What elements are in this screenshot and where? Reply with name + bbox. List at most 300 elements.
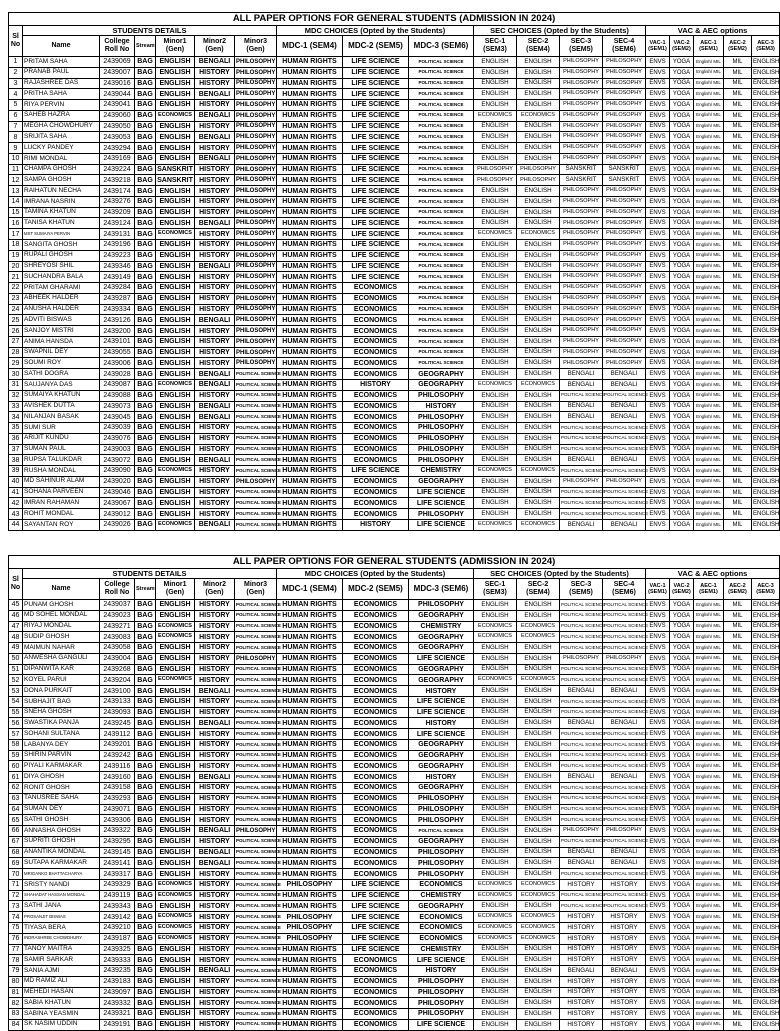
vac2-cell: YOGA <box>670 955 694 966</box>
aec1-cell: English/ MIL <box>694 455 724 466</box>
vac2-cell: YOGA <box>670 610 694 621</box>
group-vac-aec-options: VAC & AEC options <box>646 569 780 579</box>
sec4-cell: POLITICAL SCIENCE <box>603 466 646 477</box>
mdc1-cell: HUMAN RIGHTS <box>277 423 343 434</box>
sec2-cell: ENGLISH <box>517 901 560 912</box>
mdc2-cell: ECONOMICS <box>343 401 409 412</box>
roll-cell: 2439317 <box>100 869 135 880</box>
sec4-cell: PHILOSOPHY <box>603 186 646 197</box>
roll-cell: 2439044 <box>100 89 135 100</box>
vac1-cell: ENVS <box>646 466 670 477</box>
minor1-cell: ENGLISH <box>156 186 195 197</box>
aec1-cell: English/ MIL <box>694 186 724 197</box>
minor2-cell: BENGALI <box>195 401 235 412</box>
sec4-cell: POLITICAL SCIENCE <box>603 487 646 498</box>
minor1-cell: ENGLISH <box>156 1009 195 1020</box>
sec1-cell: PHILOSOPHY <box>474 175 517 186</box>
mdc3-cell: LIFE SCIENCE <box>409 653 474 664</box>
sec2-cell: ENGLISH <box>517 772 560 783</box>
mdc2-cell: ECONOMICS <box>343 707 409 718</box>
sec1-cell: ENGLISH <box>474 729 517 740</box>
aec1-cell: English/ MIL <box>694 89 724 100</box>
minor2-cell: HISTORY <box>195 944 235 955</box>
mdc1-cell: HUMAN RIGHTS <box>277 793 343 804</box>
stream-cell: BAG <box>135 272 156 283</box>
roll-cell: 2439209 <box>100 207 135 218</box>
sec3-cell: PHILOSOPHY <box>560 358 603 369</box>
minor2-cell: HISTORY <box>195 890 235 901</box>
sec2-cell: ENGLISH <box>517 250 560 261</box>
vac1-cell: ENVS <box>646 761 670 772</box>
sec4-cell: POLITICAL SCIENCE <box>603 390 646 401</box>
stream-cell: BAG <box>135 922 156 933</box>
sec4-cell: POLITICAL SCIENCE <box>603 643 646 654</box>
aec3-cell: ENGLISH <box>752 772 780 783</box>
mdc2-cell: ECONOMICS <box>343 869 409 880</box>
sec3-cell: PHILOSOPHY <box>560 653 603 664</box>
aec2-cell: MIL <box>724 519 752 530</box>
aec2-cell: MIL <box>724 509 752 520</box>
sec4-cell: POLITICAL SCIENCE <box>603 804 646 815</box>
sl-cell: 39 <box>9 466 23 477</box>
aec3-cell: ENGLISH <box>752 643 780 654</box>
aec2-cell: MIL <box>724 836 752 847</box>
sec1-cell: ENGLISH <box>474 600 517 611</box>
mdc2-cell: ECONOMICS <box>343 369 409 380</box>
mdc1-cell: HUMAN RIGHTS <box>277 826 343 837</box>
minor2-cell: HISTORY <box>195 476 235 487</box>
minor2-cell: HISTORY <box>195 196 235 207</box>
roll-cell: 2439003 <box>100 444 135 455</box>
aec3-cell: ENGLISH <box>752 347 780 358</box>
minor2-cell: HISTORY <box>195 912 235 923</box>
vac1-cell: ENVS <box>646 293 670 304</box>
minor2-cell: BENGALI <box>195 218 235 229</box>
minor1-cell: ENGLISH <box>156 653 195 664</box>
aec3-cell: ENGLISH <box>752 509 780 520</box>
minor3-cell: POLITICAL SCIENCE <box>235 600 277 611</box>
sl-cell: 57 <box>9 729 23 740</box>
mdc1-cell: HUMAN RIGHTS <box>277 509 343 520</box>
aec3-cell: ENGLISH <box>752 476 780 487</box>
sec3-header: SEC-3 (SEM5) <box>560 579 603 600</box>
mdc3-cell: POLITICAL SCIENCE <box>409 110 474 121</box>
sec3-cell: PHILOSOPHY <box>560 283 603 294</box>
sl-cell: 75 <box>9 922 23 933</box>
vac2-cell: YOGA <box>670 143 694 154</box>
minor3-cell: POLITICAL SCIENCE <box>235 487 277 498</box>
vac1-cell: ENVS <box>646 998 670 1009</box>
mdc2-cell: ECONOMICS <box>343 293 409 304</box>
sec1-cell: ENGLISH <box>474 89 517 100</box>
mdc3-cell: ECONOMICS <box>409 922 474 933</box>
minor2-cell: HISTORY <box>195 509 235 520</box>
sec2-cell: ENGLISH <box>517 186 560 197</box>
sl-cell: 58 <box>9 739 23 750</box>
aec1-cell: English/ MIL <box>694 207 724 218</box>
stream-cell: BAG <box>135 143 156 154</box>
sec4-cell: PHILOSOPHY <box>603 110 646 121</box>
table-row <box>9 729 780 740</box>
stream-cell: BAG <box>135 175 156 186</box>
table-row <box>9 696 780 707</box>
sec2-cell: ENGLISH <box>517 509 560 520</box>
mdc2-cell: ECONOMICS <box>343 729 409 740</box>
mdc3-cell: LIFE SCIENCE <box>409 498 474 509</box>
table-row <box>9 175 780 186</box>
sec1-cell: ECONOMICS <box>474 519 517 530</box>
minor1-cell: ENGLISH <box>156 455 195 466</box>
mdc2-cell: LIFE SCIENCE <box>343 100 409 111</box>
vac2-cell: YOGA <box>670 78 694 89</box>
sl-cell: 45 <box>9 600 23 611</box>
mdc3-cell: POLITICAL SCIENCE <box>409 261 474 272</box>
sec3-cell: POLITICAL SCIENCE <box>560 890 603 901</box>
aec2-cell: MIL <box>724 987 752 998</box>
minor2-cell: HISTORY <box>195 433 235 444</box>
sec3-cell: BENGALI <box>560 401 603 412</box>
sec2-cell: ENGLISH <box>517 78 560 89</box>
mdc1-cell: HUMAN RIGHTS <box>277 401 343 412</box>
sl-cell: 76 <box>9 933 23 944</box>
minor3-cell: POLITICAL SCIENCE <box>235 390 277 401</box>
sec1-cell: ENGLISH <box>474 347 517 358</box>
sec3-cell: POLITICAL SCIENCE <box>560 390 603 401</box>
sec4-cell: POLITICAL SCIENCE <box>603 783 646 794</box>
sec3-cell: POLITICAL SCIENCE <box>560 750 603 761</box>
minor3-cell: PHILOSOPHY <box>235 315 277 326</box>
sec1-cell: ENGLISH <box>474 1019 517 1030</box>
name-cell: ABHEEK HALDER <box>23 293 100 304</box>
minor2-cell: HISTORY <box>195 326 235 337</box>
aec1-cell: English/ MIL <box>694 272 724 283</box>
roll-cell: 2439145 <box>100 847 135 858</box>
table-row <box>9 401 780 412</box>
minor2-cell: HISTORY <box>195 358 235 369</box>
sec4-cell: PHILOSOPHY <box>603 476 646 487</box>
vac1-cell: ENVS <box>646 610 670 621</box>
vac1-cell: ENVS <box>646 476 670 487</box>
sec2-cell: ENGLISH <box>517 283 560 294</box>
minor1-cell: ECONOMICS <box>156 933 195 944</box>
stream-cell: BAG <box>135 987 156 998</box>
minor2-cell: HISTORY <box>195 632 235 643</box>
sec1-cell: ENGLISH <box>474 132 517 143</box>
aec1-cell: English/ MIL <box>694 293 724 304</box>
aec3-cell: ENGLISH <box>752 293 780 304</box>
minor1-cell: ENGLISH <box>156 955 195 966</box>
sec1-cell: ENGLISH <box>474 390 517 401</box>
mdc1-cell: HUMAN RIGHTS <box>277 653 343 664</box>
mdc3-header: MDC-3 (SEM6) <box>409 36 474 57</box>
sec1-cell: ENGLISH <box>474 121 517 132</box>
mdc1-cell: HUMAN RIGHTS <box>277 610 343 621</box>
sec2-cell: ECONOMICS <box>517 632 560 643</box>
mdc1-cell: HUMAN RIGHTS <box>277 1009 343 1020</box>
sec4-cell: PHILOSOPHY <box>603 293 646 304</box>
aec1-cell: English/ MIL <box>694 153 724 164</box>
vac1-cell: ENVS <box>646 207 670 218</box>
sec1-cell: ENGLISH <box>474 739 517 750</box>
stream-cell: BAG <box>135 401 156 412</box>
mdc3-cell: PHILOSOPHY <box>409 1009 474 1020</box>
sec3-cell: POLITICAL SCIENCE <box>560 793 603 804</box>
mdc3-cell: GEOGRAPHY <box>409 901 474 912</box>
aec3-cell: ENGLISH <box>752 793 780 804</box>
sec4-cell: PHILOSOPHY <box>603 272 646 283</box>
minor1-cell: ECONOMICS <box>156 621 195 632</box>
aec2-cell: MIL <box>724 153 752 164</box>
sl-cell: 77 <box>9 944 23 955</box>
stream-cell: BAG <box>135 379 156 390</box>
stream-cell: BAG <box>135 653 156 664</box>
sl-cell: 74 <box>9 912 23 923</box>
sec1-cell: ENGLISH <box>474 207 517 218</box>
aec3-cell: ENGLISH <box>752 455 780 466</box>
aec1-cell: English/ MIL <box>694 476 724 487</box>
name-cell: SUMI SUR <box>23 423 100 434</box>
minor1-cell: ENGLISH <box>156 132 195 143</box>
stream-cell: BAG <box>135 466 156 477</box>
aec3-cell: ENGLISH <box>752 240 780 251</box>
sec3-cell: POLITICAL SCIENCE <box>560 621 603 632</box>
mdc1-cell: HUMAN RIGHTS <box>277 315 343 326</box>
sec2-cell: ENGLISH <box>517 600 560 611</box>
table-row <box>9 283 780 294</box>
minor1-cell: ENGLISH <box>156 509 195 520</box>
name-cell: SK NASIM UDDIN <box>23 1019 100 1030</box>
mdc3-cell: PHILOSOPHY <box>409 815 474 826</box>
aec1-cell: English/ MIL <box>694 78 724 89</box>
name-cell: MEGHA CHOWDHURY <box>23 121 100 132</box>
vac2-cell: YOGA <box>670 379 694 390</box>
sec3-cell: POLITICAL SCIENCE <box>560 675 603 686</box>
table-row <box>9 998 780 1009</box>
mdc3-cell: POLITICAL SCIENCE <box>409 326 474 337</box>
mdc1-cell: HUMAN RIGHTS <box>277 293 343 304</box>
roll-cell: 2439007 <box>100 67 135 78</box>
mdc1-cell: HUMAN RIGHTS <box>277 444 343 455</box>
roll-cell: 2439160 <box>100 772 135 783</box>
group-mdc-choices: MDC CHOICES (Opted by the Students) <box>277 26 474 36</box>
sec4-cell: POLITICAL SCIENCE <box>603 444 646 455</box>
sec3-cell: POLITICAL SCIENCE <box>560 783 603 794</box>
aec1-cell: English/ MIL <box>694 218 724 229</box>
sec2-cell: ENGLISH <box>517 153 560 164</box>
name-cell: MAIMUN NAHAR <box>23 643 100 654</box>
mdc3-cell: POLITICAL SCIENCE <box>409 272 474 283</box>
aec1-header: AEC-1 (SEM1) <box>694 579 724 600</box>
vac1-cell: ENVS <box>646 487 670 498</box>
aec3-cell: ENGLISH <box>752 186 780 197</box>
aec2-cell: MIL <box>724 729 752 740</box>
aec1-cell: English/ MIL <box>694 815 724 826</box>
aec3-cell: ENGLISH <box>752 143 780 154</box>
vac1-cell: ENVS <box>646 718 670 729</box>
sec1-cell: ENGLISH <box>474 793 517 804</box>
vac1-cell: ENVS <box>646 621 670 632</box>
table-row <box>9 610 780 621</box>
minor2-cell: BENGALI <box>195 826 235 837</box>
minor2-cell: HISTORY <box>195 933 235 944</box>
vac1-cell: ENVS <box>646 933 670 944</box>
mdc2-cell: LIFE SCIENCE <box>343 218 409 229</box>
mdc3-cell: LIFE SCIENCE <box>409 729 474 740</box>
sec4-cell: POLITICAL SCIENCE <box>603 610 646 621</box>
vac2-cell: YOGA <box>670 707 694 718</box>
sec4-cell: HISTORY <box>603 998 646 1009</box>
roll-cell: 2439116 <box>100 761 135 772</box>
table-row <box>9 164 780 175</box>
aec2-cell: MIL <box>724 847 752 858</box>
mdc1-cell: HUMAN RIGHTS <box>277 67 343 78</box>
stream-cell: BAG <box>135 761 156 772</box>
roll-cell: 2439187 <box>100 933 135 944</box>
minor1-cell: ENGLISH <box>156 847 195 858</box>
sec1-cell: ENGLISH <box>474 610 517 621</box>
roll-cell: 2439087 <box>100 379 135 390</box>
vac1-cell: ENVS <box>646 433 670 444</box>
mdc1-cell: HUMAN RIGHTS <box>277 718 343 729</box>
sec2-cell: ENGLISH <box>517 869 560 880</box>
sec2-cell: ENGLISH <box>517 944 560 955</box>
roll-cell: 2439124 <box>100 218 135 229</box>
mdc2-cell: ECONOMICS <box>343 653 409 664</box>
sec1-cell: ECONOMICS <box>474 879 517 890</box>
mdc2-cell: LIFE SCIENCE <box>343 466 409 477</box>
aec1-cell: English/ MIL <box>694 922 724 933</box>
aec2-cell: MIL <box>724 336 752 347</box>
aec2-cell: MIL <box>724 783 752 794</box>
vac2-cell: YOGA <box>670 815 694 826</box>
sec2-cell: ENGLISH <box>517 487 560 498</box>
aec3-cell: ENGLISH <box>752 175 780 186</box>
aec3-cell: ENGLISH <box>752 729 780 740</box>
aec1-cell: English/ MIL <box>694 132 724 143</box>
mdc2-cell: ECONOMICS <box>343 283 409 294</box>
sec4-cell: POLITICAL SCIENCE <box>603 509 646 520</box>
minor3-cell: POLITICAL SCIENCE <box>235 498 277 509</box>
vac2-cell: YOGA <box>670 922 694 933</box>
name-cell: ADVITI BISWAS <box>23 315 100 326</box>
mdc1-cell: HUMAN RIGHTS <box>277 966 343 977</box>
mdc2-cell: ECONOMICS <box>343 600 409 611</box>
minor2-cell: HISTORY <box>195 815 235 826</box>
vac1-cell: ENVS <box>646 987 670 998</box>
sec4-cell: POLITICAL SCIENCE <box>603 621 646 632</box>
vac2-cell: YOGA <box>670 966 694 977</box>
minor2-cell: HISTORY <box>195 804 235 815</box>
roll-cell: 2439322 <box>100 826 135 837</box>
minor3-cell: PHILOSOPHY <box>235 164 277 175</box>
vac1-cell: ENVS <box>646 250 670 261</box>
mdc1-cell: HUMAN RIGHTS <box>277 890 343 901</box>
aec3-cell: ENGLISH <box>752 998 780 1009</box>
sec4-cell: HISTORY <box>603 1009 646 1020</box>
mdc1-cell: HUMAN RIGHTS <box>277 78 343 89</box>
mdc1-cell: HUMAN RIGHTS <box>277 901 343 912</box>
roll-cell: 2439026 <box>100 519 135 530</box>
mdc2-cell: ECONOMICS <box>343 750 409 761</box>
sl-cell: 40 <box>9 476 23 487</box>
mdc1-cell: HUMAN RIGHTS <box>277 153 343 164</box>
sec3-cell: POLITICAL SCIENCE <box>560 739 603 750</box>
sl-cell: 6 <box>9 110 23 121</box>
vac2-cell: YOGA <box>670 793 694 804</box>
roll-cell: 2439046 <box>100 487 135 498</box>
aec2-cell: MIL <box>724 922 752 933</box>
table-row <box>9 933 780 944</box>
sec1-cell: ENGLISH <box>474 998 517 1009</box>
minor1-cell: ENGLISH <box>156 750 195 761</box>
table-row <box>9 621 780 632</box>
minor2-cell: HISTORY <box>195 1009 235 1020</box>
mdc1-cell: HUMAN RIGHTS <box>277 858 343 869</box>
minor2-cell: HISTORY <box>195 664 235 675</box>
mdc1-cell: HUMAN RIGHTS <box>277 847 343 858</box>
mdc2-cell: LIFE SCIENCE <box>343 944 409 955</box>
sec4-cell: POLITICAL SCIENCE <box>603 729 646 740</box>
aec3-cell: ENGLISH <box>752 826 780 837</box>
mdc1-cell: HUMAN RIGHTS <box>277 955 343 966</box>
table-row <box>9 433 780 444</box>
aec2-cell: MIL <box>724 675 752 686</box>
mdc3-cell: GEOGRAPHY <box>409 610 474 621</box>
table-row <box>9 718 780 729</box>
name-cell: ARIJIT KUNDU <box>23 433 100 444</box>
aec3-cell: ENGLISH <box>752 261 780 272</box>
name-cell: SUDIP GHOSH <box>23 632 100 643</box>
minor2-cell: HISTORY <box>195 121 235 132</box>
stream-cell: BAG <box>135 100 156 111</box>
mdc1-cell: HUMAN RIGHTS <box>277 272 343 283</box>
mdc1-cell: HUMAN RIGHTS <box>277 143 343 154</box>
aec1-cell: English/ MIL <box>694 739 724 750</box>
stream-cell: BAG <box>135 186 156 197</box>
table-row <box>9 1009 780 1020</box>
table-row <box>9 121 780 132</box>
mdc3-cell: ECONOMICS <box>409 879 474 890</box>
vac1-cell: ENVS <box>646 815 670 826</box>
sec3-cell: POLITICAL SCIENCE <box>560 632 603 643</box>
table-row <box>9 955 780 966</box>
mdc2-cell: ECONOMICS <box>343 487 409 498</box>
aec1-cell: English/ MIL <box>694 358 724 369</box>
sec1-cell: ENGLISH <box>474 643 517 654</box>
vac2-cell: YOGA <box>670 89 694 100</box>
minor2-header: Minor2 (Gen) <box>195 579 235 600</box>
minor2-cell: HISTORY <box>195 998 235 1009</box>
minor1-cell: ENGLISH <box>156 240 195 251</box>
mdc1-cell: HUMAN RIGHTS <box>277 369 343 380</box>
minor2-cell: HISTORY <box>195 336 235 347</box>
vac2-cell: YOGA <box>670 632 694 643</box>
sec2-cell: ENGLISH <box>517 390 560 401</box>
mdc3-cell: POLITICAL SCIENCE <box>409 89 474 100</box>
sec1-cell: ECONOMICS <box>474 675 517 686</box>
vac2-cell: YOGA <box>670 487 694 498</box>
roll-cell: 2439131 <box>100 229 135 240</box>
mdc2-cell: ECONOMICS <box>343 987 409 998</box>
name-cell: ROHIT MONDAL <box>23 509 100 520</box>
sec1-cell: ENGLISH <box>474 804 517 815</box>
roll-cell: 2439169 <box>100 153 135 164</box>
sec4-cell: PHILOSOPHY <box>603 218 646 229</box>
sec4-cell: HISTORY <box>603 879 646 890</box>
sec2-cell: ECONOMICS <box>517 890 560 901</box>
aec3-cell: ENGLISH <box>752 466 780 477</box>
minor3-cell: POLITICAL SCIENCE <box>235 976 277 987</box>
